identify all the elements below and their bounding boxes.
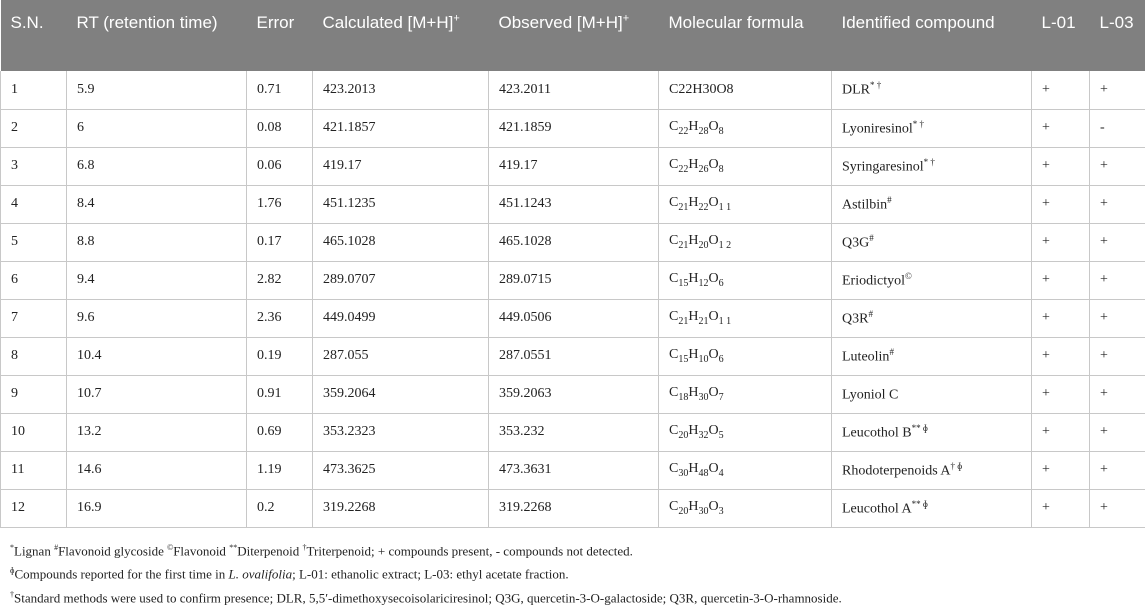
table-row <box>1 147 1145 185</box>
cell-observed: 419.17 <box>489 147 659 185</box>
cell-l03: + <box>1090 375 1145 413</box>
cell-calculated: 423.2013 <box>313 71 489 109</box>
cell-sn: 12 <box>1 489 67 527</box>
cell-rt: 6.8 <box>67 147 247 185</box>
header-observed: Observed [M+H]+ <box>489 0 659 71</box>
cell-formula: $C_{22}H_{26}O_8$ <box>659 147 832 185</box>
cell-observed: 319.2268 <box>489 489 659 527</box>
table-row <box>1 223 1145 261</box>
cell-l01: + <box>1032 337 1090 375</box>
cell-l01: + <box>1032 489 1090 527</box>
cell-error: 0.19 <box>247 337 313 375</box>
cell-observed: 465.1028 <box>489 223 659 261</box>
cell-observed: 421.1859 <box>489 109 659 147</box>
cell-l01: + <box>1032 413 1090 451</box>
cell-compound: Leucothol $A^{** ɸ}$ <box>832 489 1032 527</box>
cell-observed: 423.2011 <box>489 71 659 109</box>
cell-sn: 9 <box>1 375 67 413</box>
footnote-first-report: $^ɸ$Compounds reported for the first time in L. ovalifolia; L-01: ethanolic extract; L-03: ethyl acetate fraction. <box>10 561 1135 584</box>
cell-l03: + <box>1090 337 1145 375</box>
table-row <box>1 375 1145 413</box>
cell-rt: 14.6 <box>67 451 247 489</box>
cell-l03: + <box>1090 71 1145 109</box>
header-formula: Molecular formula <box>659 0 832 71</box>
cell-calculated: 451.1235 <box>313 185 489 223</box>
cell-sn: 1 <box>1 71 67 109</box>
cell-observed: 451.1243 <box>489 185 659 223</box>
cell-calculated: 319.2268 <box>313 489 489 527</box>
cell-sn: 3 <box>1 147 67 185</box>
cell-compound: Eriodictyol© <box>832 261 1032 299</box>
cell-formula: $C_{22}H_{28}O_8$ <box>659 109 832 147</box>
header-l03: L-03 <box>1090 0 1145 71</box>
cell-l01: + <box>1032 451 1090 489</box>
cell-l03: + <box>1090 185 1145 223</box>
cell-calculated: 421.1857 <box>313 109 489 147</box>
cell-error: 1.19 <box>247 451 313 489</box>
cell-rt: 5.9 <box>67 71 247 109</box>
cell-l03: + <box>1090 451 1145 489</box>
cell-l03: + <box>1090 413 1145 451</box>
cell-error: 0.17 <box>247 223 313 261</box>
cell-rt: 8.4 <box>67 185 247 223</box>
cell-rt: 10.4 <box>67 337 247 375</box>
cell-sn: 10 <box>1 413 67 451</box>
table-footnotes <box>10 538 1135 608</box>
table-header-row <box>1 0 1145 71</box>
cell-error: 2.82 <box>247 261 313 299</box>
cell-l03: + <box>1090 489 1145 527</box>
cell-l01: + <box>1032 109 1090 147</box>
table-row <box>1 413 1145 451</box>
cell-observed: 353.232 <box>489 413 659 451</box>
cell-formula: $C_{20}H_{32}O_5$ <box>659 413 832 451</box>
header-error: Error <box>247 0 313 71</box>
cell-l03: + <box>1090 299 1145 337</box>
cell-error: 0.71 <box>247 71 313 109</box>
cell-l01: + <box>1032 299 1090 337</box>
cell-observed: 359.2063 <box>489 375 659 413</box>
cell-l01: + <box>1032 375 1090 413</box>
cell-rt: 10.7 <box>67 375 247 413</box>
cell-error: 0.91 <box>247 375 313 413</box>
cell-compound: Luteolin# <box>832 337 1032 375</box>
cell-compound: Lyoniresinol* † <box>832 109 1032 147</box>
cell-compound: Q3R# <box>832 299 1032 337</box>
cell-sn: 6 <box>1 261 67 299</box>
cell-calculated: 449.0499 <box>313 299 489 337</box>
cell-rt: 8.8 <box>67 223 247 261</box>
cell-error: 0.69 <box>247 413 313 451</box>
table-row <box>1 299 1145 337</box>
cell-calculated: 353.2323 <box>313 413 489 451</box>
cell-rt: 13.2 <box>67 413 247 451</box>
cell-l01: + <box>1032 261 1090 299</box>
cell-l03: - <box>1090 109 1145 147</box>
cell-compound: DLR* † <box>832 71 1032 109</box>
header-calculated: Calculated [M+H]+ <box>313 0 489 71</box>
cell-observed: 289.0715 <box>489 261 659 299</box>
cell-l03: + <box>1090 223 1145 261</box>
cell-observed: 287.0551 <box>489 337 659 375</box>
footnote-legend: *Lignan #Flavonoid glycoside ©Flavonoid **Diterpenoid †Triterpenoid; + compounds present, - compounds not detected. <box>10 538 1135 561</box>
cell-l01: + <box>1032 71 1090 109</box>
cell-formula: $C_{15}H_{12}O_6$ <box>659 261 832 299</box>
header-compound: Identified compound <box>832 0 1032 71</box>
cell-calculated: 419.17 <box>313 147 489 185</box>
cell-compound: Leucothol $B^{** ɸ}$ <box>832 413 1032 451</box>
table-row <box>1 71 1145 109</box>
cell-error: 0.06 <box>247 147 313 185</box>
cell-error: 2.36 <box>247 299 313 337</box>
cell-rt: 16.9 <box>67 489 247 527</box>
table-row <box>1 109 1145 147</box>
cell-sn: 8 <box>1 337 67 375</box>
cell-formula: $C_{20}H_{30}O_3$ <box>659 489 832 527</box>
table-row <box>1 261 1145 299</box>
cell-compound: Lyoniol C <box>832 375 1032 413</box>
cell-error: 0.2 <box>247 489 313 527</box>
cell-compound: Q3G# <box>832 223 1032 261</box>
cell-sn: 11 <box>1 451 67 489</box>
table-row <box>1 489 1145 527</box>
cell-compound: Rhodoterpenoids $A^{\dagger ɸ}$ <box>832 451 1032 489</box>
cell-rt: 9.6 <box>67 299 247 337</box>
cell-error: 0.08 <box>247 109 313 147</box>
cell-formula: $C_{30}H_{48}O_4$ <box>659 451 832 489</box>
header-l01: L-01 <box>1032 0 1090 71</box>
cell-formula: $C_{15}H_{10}O_6$ <box>659 337 832 375</box>
header-rt: RT (retention time) <box>67 0 247 71</box>
cell-calculated: 359.2064 <box>313 375 489 413</box>
cell-observed: 449.0506 <box>489 299 659 337</box>
cell-l03: + <box>1090 147 1145 185</box>
header-sn: S.N. <box>1 0 67 71</box>
cell-formula: $C_{21}H_{20}O_{1 2}$ <box>659 223 832 261</box>
table-row <box>1 337 1145 375</box>
cell-error: 1.76 <box>247 185 313 223</box>
table-row <box>1 451 1145 489</box>
cell-rt: 9.4 <box>67 261 247 299</box>
cell-calculated: 287.055 <box>313 337 489 375</box>
cell-formula: $C_{18}H_{30}O_7$ <box>659 375 832 413</box>
cell-observed: 473.3631 <box>489 451 659 489</box>
cell-formula: C22H30O8 <box>659 71 832 109</box>
cell-l01: + <box>1032 185 1090 223</box>
cell-sn: 5 <box>1 223 67 261</box>
cell-compound: Syringaresinol* † <box>832 147 1032 185</box>
table-row <box>1 185 1145 223</box>
cell-compound: Astilbin# <box>832 185 1032 223</box>
cell-calculated: 465.1028 <box>313 223 489 261</box>
cell-formula: $C_{21}H_{22}O_{1 1}$ <box>659 185 832 223</box>
cell-calculated: 473.3625 <box>313 451 489 489</box>
cell-sn: 7 <box>1 299 67 337</box>
cell-rt: 6 <box>67 109 247 147</box>
cell-calculated: 289.0707 <box>313 261 489 299</box>
cell-sn: 4 <box>1 185 67 223</box>
cell-l01: + <box>1032 147 1090 185</box>
table-body <box>1 71 1145 527</box>
footnote-standard-methods: †Standard methods were used to confirm presence; DLR, 5,5′-dimethoxysecoisolariciresinol; Q3G, quercetin-3-O-galactoside; Q3R, quercetin-3-O-rhamnoside. <box>10 585 1135 608</box>
cell-formula: $C_{21}H_{21}O_{1 1}$ <box>659 299 832 337</box>
cell-sn: 2 <box>1 109 67 147</box>
cell-l01: + <box>1032 223 1090 261</box>
cell-l03: + <box>1090 261 1145 299</box>
